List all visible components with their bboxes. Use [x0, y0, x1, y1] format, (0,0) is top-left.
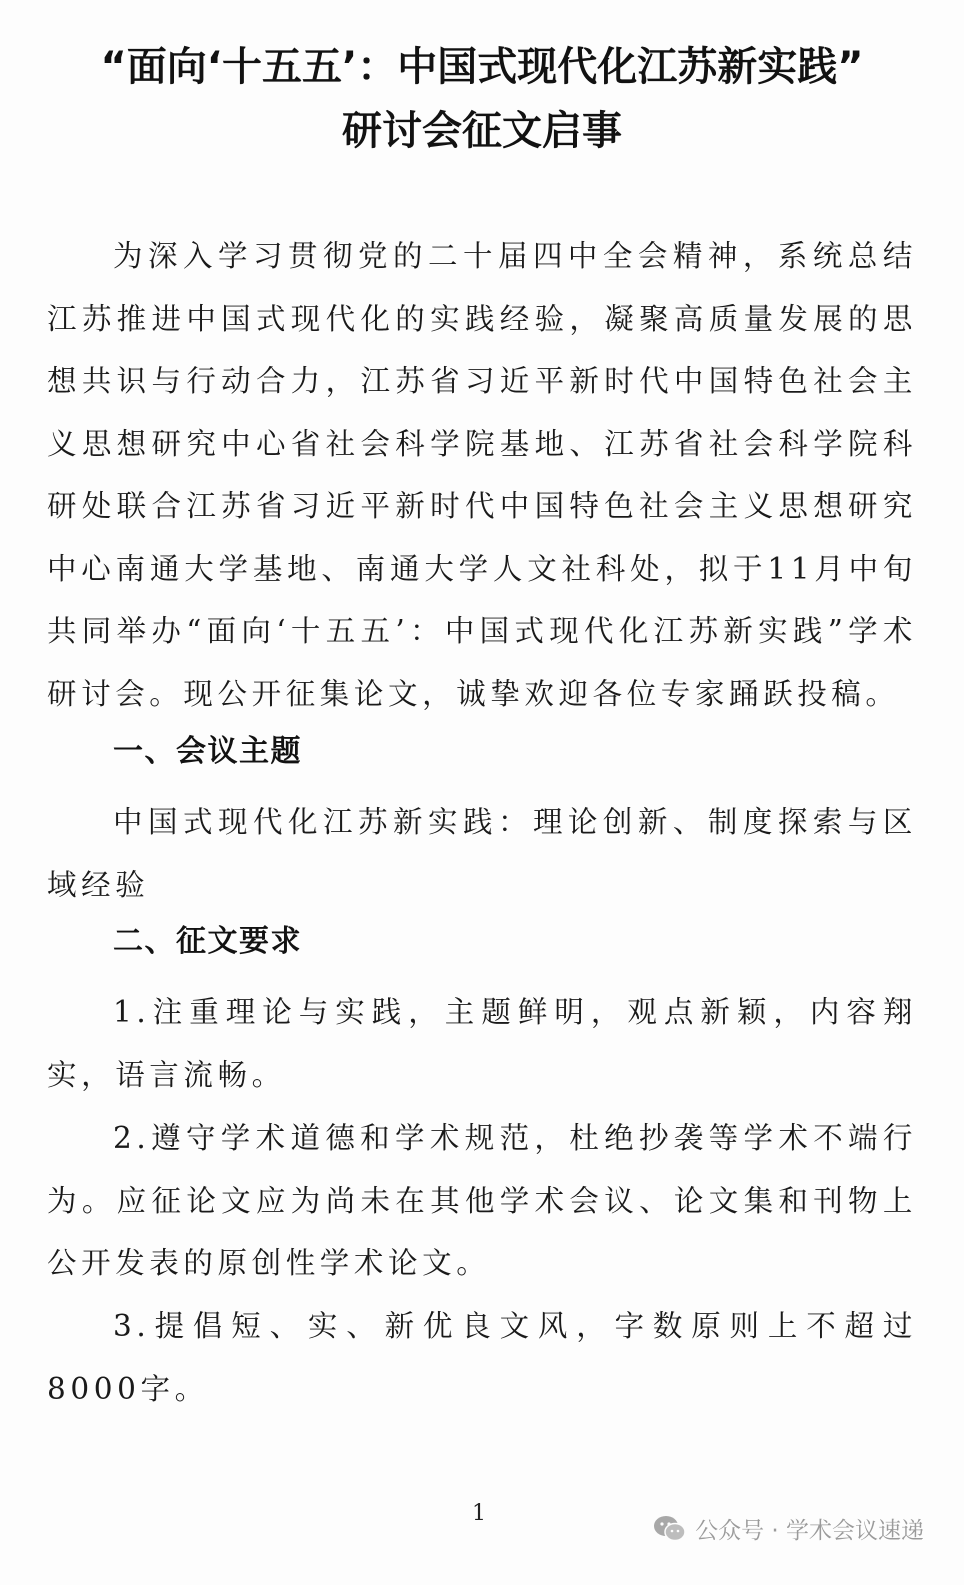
section-1-heading: 一、会议主题 [113, 734, 302, 769]
requirement-item-2: 2.遵守学术道德和学术规范，杜绝抄袭等学术不端行为。应征论文应为尚未在其他学术会议、论文集和刊物上公开发表的原创性学术论文。 [47, 1121, 917, 1280]
requirement-item-3: 3.提倡短、实、新优良文风，字数原则上不超过8000字。 [47, 1309, 917, 1406]
document-title-line-1: “面向‘十五五’：中国式现代化江苏新实践” [100, 44, 864, 90]
requirement-item-1: 1.注重理论与实践，主题鲜明，观点新颖，内容翔实，语言流畅。 [47, 995, 917, 1092]
document-title-line-2: 研讨会征文启事 [342, 108, 622, 154]
section-1-body: 中国式现代化江苏新实践：理论创新、制度探索与区域经验 [47, 805, 917, 902]
intro-paragraph: 为深入学习贯彻党的二十届四中全会精神，系统总结江苏推进中国式现代化的实践经验，凝聚高质量发展的思想共识与行动合力，江苏省习近平新时代中国特色社会主义思想研究中心省社会科学院基地、江苏省社会科学院科研处联合江苏省习近平新时代中国特色社会主义思想研究中心南通大学基地、南通大学人文社科处，拟于11月中旬共同举办“面向‘十五五’：中国式现代化江苏新实践”学术研讨会。现公开征集论文，诚挚欢迎各位专家踊跃投稿。 [47, 239, 917, 711]
wechat-icon [653, 1515, 687, 1543]
watermark [653, 1512, 924, 1545]
page-number: 1 [472, 1501, 486, 1526]
section-2-heading: 二、征文要求 [113, 924, 302, 959]
watermark-text: 公众号 · 学术会议速递 [695, 1518, 924, 1544]
